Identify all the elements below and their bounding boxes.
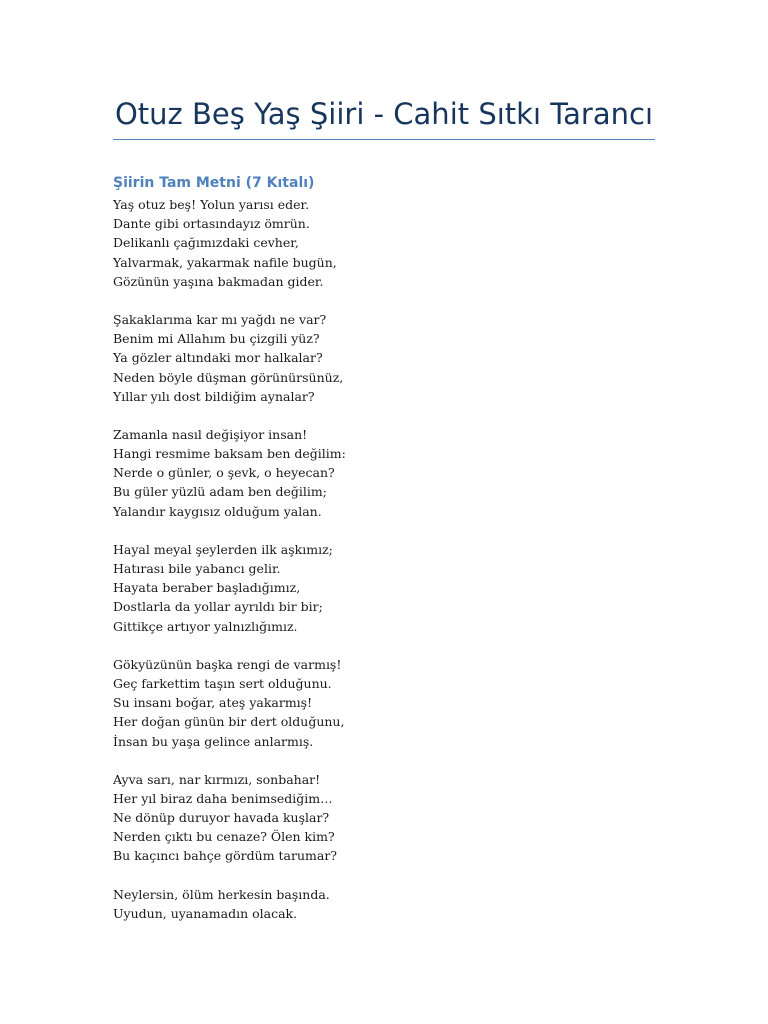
stanza-2 [113,310,673,406]
poem-line: Nerde o günler, o şevk, o heyecan? [113,465,335,481]
poem-line: Uyudun, uyanamadın olacak. [113,905,298,921]
poem-line: Gittikçe artıyor yalnızlığımız. [113,618,298,634]
poem-line: Hangi resmime baksam ben değilim: [113,446,346,462]
poem-line: Dante gibi ortasındayız ömrün. [113,216,310,232]
stanza-6 [113,770,673,866]
stanza-7 [113,885,673,923]
stanza-4 [113,540,673,636]
poem-line: Benim mi Allahım bu çizgili yüz? [113,331,320,347]
section-heading: Şiirin Tam Metni (7 Kıtalı) [113,175,315,191]
stanza-1 [113,195,673,291]
stanza-3 [113,425,673,521]
poem-line: Yalandır kaygısız olduğum yalan. [113,503,322,519]
poem-body [113,195,673,942]
poem-line: Su insanı boğar, ateş yakarmış! [113,695,313,711]
poem-line: Ne dönüp duruyor havada kuşlar? [113,810,330,826]
poem-line: Neden böyle düşman görünürsünüz, [113,369,344,385]
poem-line: İnsan bu yaşa gelince anlarmış. [113,733,314,749]
poem-line: Gökyüzünün başka rengi de varmış! [113,656,342,672]
poem-line: Şakaklarıma kar mı yağdı ne var? [113,311,327,327]
poem-line: Hatırası bile yabancı gelir. [113,561,281,576]
poem-line: Gözünün yaşına bakmadan gider. [113,273,324,289]
poem-line: Hayal meyal şeylerden ilk aşkımız; [113,541,333,557]
poem-line: Her doğan günün bir dert olduğunu, [113,714,345,730]
poem-line: Geç farkettim taşın sert olduğunu. [113,675,332,691]
stanza-5 [113,655,673,751]
poem-line: Bu güler yüzlü adam ben değilim; [113,484,327,500]
poem-line: Her yıl biraz daha benimsediğim… [113,790,333,806]
poem-line: Dostlarla da yollar ayrıldı bir bir; [113,599,323,615]
poem-line: Hayata beraber başladığımız, [113,580,301,596]
poem-line: Yalvarmak, yakarmak nafile bugün, [113,254,337,270]
poem-line: Yıllar yılı dost bildiğim aynalar? [113,388,315,404]
poem-line: Yaş otuz beş! Yolun yarısı eder. [113,197,310,212]
poem-line: Nerden çıktı bu cenaze? Ölen kim? [113,829,335,845]
poem-line: Delikanlı çağımızdaki cevher, [113,235,299,251]
document-title: Otuz Beş Yaş Şiiri - Cahit Sıtkı Tarancı [114,97,653,131]
poem-line: Zamanla nasıl değişiyor insan! [113,426,308,442]
poem-line: Ya gözler altındaki mor halkalar? [113,350,323,366]
title-divider [113,139,655,140]
poem-line: Ayva sarı, nar kırmızı, sonbahar! [113,771,321,787]
poem-line: Neylersin, ölüm herkesin başında. [113,886,330,902]
poem-line: Bu kaçıncı bahçe gördüm tarumar? [113,848,337,864]
